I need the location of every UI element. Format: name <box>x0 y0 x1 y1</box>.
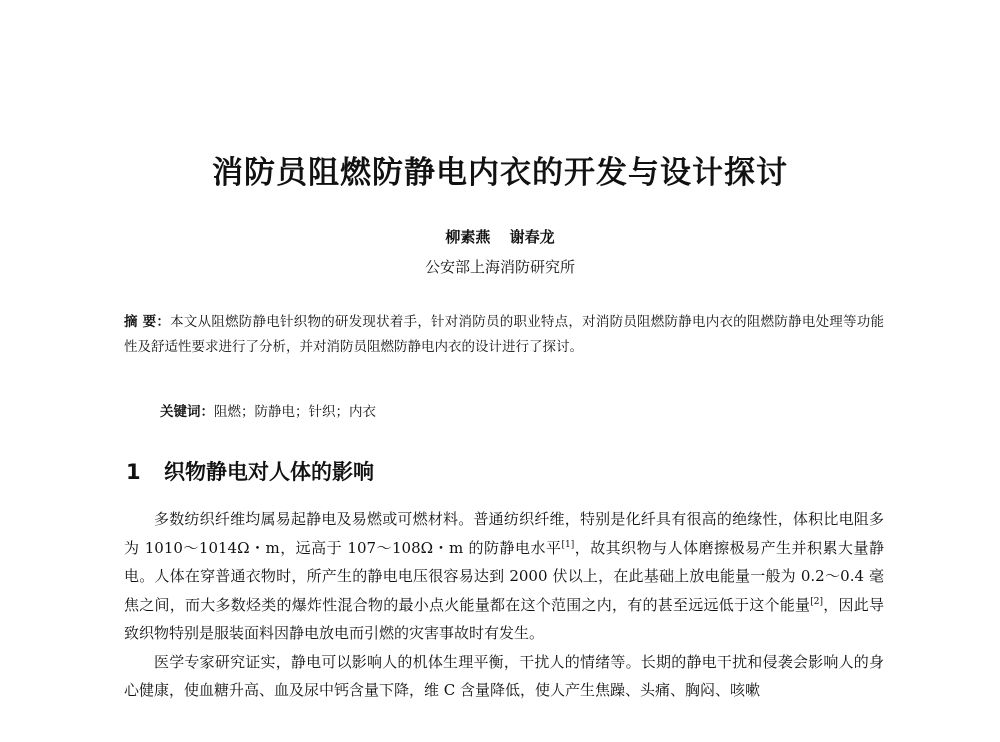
paragraph-2: 医学专家研究证实，静电可以影响人的机体生理平衡，干扰人的情绪等。长期的静电干扰和侵袭会影响人的身心健康，使血糖升高、血及尿中钙含量下降，维 C 含量降低，使人产生焦躁、头痛、胸闷、咳嗽 <box>124 652 884 699</box>
section-number: 1 <box>126 460 141 484</box>
paragraph-1 <box>124 505 884 648</box>
reference-2[interactable]: [2] <box>810 596 823 607</box>
paragraph-1-part-b: ，故其织物与人体磨擦极易产生并积累大量静电。人体在穿普通衣物时，所产生的静电电压很容易达到 2000 伏以上，在此基础上放电能量一般为 0.2～0.4 毫焦之间，而大多数烃类的爆炸性混合物的最小点火能量都在这个范围之内，有的甚至远远低于这个能量 <box>124 538 884 614</box>
keywords <box>160 400 376 420</box>
paper-authors: 柳素燕 谢春龙 <box>445 228 555 246</box>
reference-1[interactable]: [1] <box>561 539 575 550</box>
section-heading <box>126 456 374 486</box>
keywords-label: 关键词： <box>160 404 214 420</box>
abstract-label: 摘 要： <box>124 314 171 330</box>
abstract <box>124 310 884 360</box>
section-title: 织物静电对人体的影响 <box>164 460 374 484</box>
abstract-text: 本文从阻燃防静电针织物的研发现状着手，针对消防员的职业特点，对消防员阻燃防静电内衣的阻燃防静电处理等功能性及舒适性要求进行了分析，并对消防员阻燃防静电内衣的设计进行了探讨。 <box>124 314 885 355</box>
paper-affiliation: 公安部上海消防研究所 <box>424 258 575 276</box>
paragraph-1-part-a: 多数纺织纤维均属易起静电及易燃或可燃材料。普通纺织纤维，特别是化纤具有很高的绝缘性，体积比电阻多为 1010～1014Ω・m，远高于 107～108Ω・m 的防静电水平 <box>124 510 884 557</box>
keywords-text: 阻燃；防静电；针织；内衣 <box>214 404 376 420</box>
body-text <box>124 505 884 705</box>
paper-title: 消防员阻燃防静电内衣的开发与设计探讨 <box>212 155 788 191</box>
paragraph-1-part-c: ，因此导致织物特别是服装面料因静电放电而引燃的灾害事故时有发生。 <box>124 595 884 642</box>
